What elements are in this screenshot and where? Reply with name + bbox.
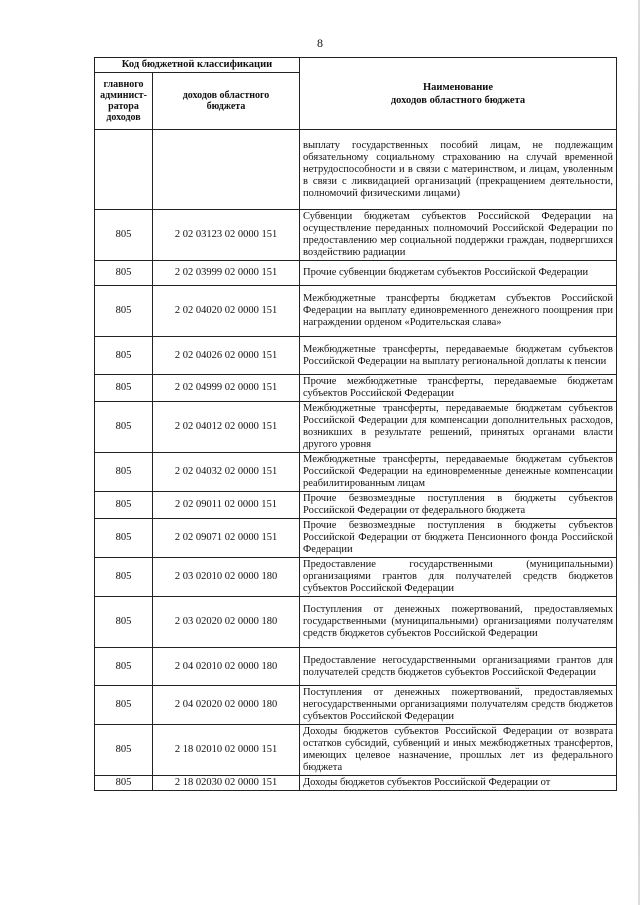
table-row: [95, 261, 617, 286]
table-row: [95, 402, 617, 453]
table-row: [95, 130, 617, 210]
revenue-code-cell: 2 02 04032 02 0000 151: [153, 453, 300, 492]
budget-classification-table: [94, 57, 617, 791]
revenue-code-cell: 2 04 02020 02 0000 180: [153, 686, 300, 725]
table-row: [95, 453, 617, 492]
admin-code-cell: 805: [95, 597, 153, 648]
header-revenue-name: [300, 58, 617, 130]
table-row: [95, 776, 617, 791]
revenue-code-cell: 2 02 04999 02 0000 151: [153, 375, 300, 402]
table-row: [95, 492, 617, 519]
revenue-name-cell: Предоставление негосударственными организациями грантов для получателей средств бюджетов субъектов Российской Федерации: [300, 648, 617, 686]
header-chief-administrator: [95, 73, 153, 130]
admin-code-cell: 805: [95, 375, 153, 402]
table-row: [95, 286, 617, 337]
revenue-code-cell: 2 02 04012 02 0000 151: [153, 402, 300, 453]
table-row: [95, 725, 617, 776]
table-row: [95, 558, 617, 597]
header-budget-classification-code: Код бюджетной классификации: [95, 58, 300, 73]
admin-code-cell: 805: [95, 558, 153, 597]
revenue-name-cell: Межбюджетные трансферты бюджетам субъектов Российской Федерации на выплату единовременного денежного поощрения при награждении орденом «Родительская слава»: [300, 286, 617, 337]
revenue-code-cell: 2 03 02020 02 0000 180: [153, 597, 300, 648]
admin-code-cell: 805: [95, 402, 153, 453]
revenue-code-cell: 2 02 09071 02 0000 151: [153, 519, 300, 558]
admin-code-cell: 805: [95, 725, 153, 776]
revenue-name-cell: выплату государственных пособий лицам, не подлежащим обязательному социальному страхованию на случай временной нетрудоспособности и в связи с материнством, и лицам, уволенным в связи с ликвидацией организаций (прекращением деятельности, полномочий физическими лицами): [300, 130, 617, 210]
admin-code-cell: 805: [95, 686, 153, 725]
revenue-name-cell: Межбюджетные трансферты, передаваемые бюджетам субъектов Российской Федерации для компенсации дополнительных расходов, возникших в результате решений, принятых органами власти другого уровня: [300, 402, 617, 453]
table-row: [95, 686, 617, 725]
revenue-name-cell: Межбюджетные трансферты, передаваемые бюджетам субъектов Российской Федерации на единовременные денежные компенсации реабилитированным лицам: [300, 453, 617, 492]
revenue-name-cell: Доходы бюджетов субъектов Российской Федерации от возврата остатков субсидий, субвенций и иных межбюджетных трансфертов, имеющих целевое назначение, прошлых лет из федерального бюджета: [300, 725, 617, 776]
header-regional-revenue-code: [153, 73, 300, 130]
revenue-name-cell: Доходы бюджетов субъектов Российской Федерации от: [300, 776, 617, 791]
revenue-code-cell: 2 02 03999 02 0000 151: [153, 261, 300, 286]
revenue-name-cell: Прочие безвозмездные поступления в бюджеты субъектов Российской Федерации от бюджета Пенсионного фонда Российской Федерации: [300, 519, 617, 558]
revenue-name-cell: Прочие субвенции бюджетам субъектов Российской Федерации: [300, 261, 617, 286]
revenue-code-cell: 2 02 04020 02 0000 151: [153, 286, 300, 337]
table-row: [95, 210, 617, 261]
admin-code-cell: 805: [95, 210, 153, 261]
revenue-code-cell: 2 04 02010 02 0000 180: [153, 648, 300, 686]
page-number: 8: [317, 36, 323, 50]
revenue-code-cell: 2 18 02030 02 0000 151: [153, 776, 300, 791]
revenue-name-cell: Прочие межбюджетные трансферты, передаваемые бюджетам субъектов Российской Федерации: [300, 375, 617, 402]
revenue-code-cell: 2 02 09011 02 0000 151: [153, 492, 300, 519]
table-row: [95, 375, 617, 402]
admin-code-cell: 805: [95, 261, 153, 286]
admin-code-cell: 805: [95, 648, 153, 686]
admin-code-cell: 805: [95, 337, 153, 375]
table-row: [95, 337, 617, 375]
admin-code-cell: [95, 130, 153, 210]
table-row: [95, 519, 617, 558]
table-row: [95, 648, 617, 686]
revenue-name-cell: Предоставление государственными (муниципальными) организациями грантов для получателей средств бюджетов субъектов Российской Федерации: [300, 558, 617, 597]
revenue-code-cell: 2 02 04026 02 0000 151: [153, 337, 300, 375]
revenue-name-cell: Поступления от денежных пожертвований, предоставляемых государственными (муниципальными) организациями получателям средств бюджетов субъектов Российской Федерации: [300, 597, 617, 648]
revenue-code-cell: 2 03 02010 02 0000 180: [153, 558, 300, 597]
admin-code-cell: 805: [95, 453, 153, 492]
revenue-name-cell: Поступления от денежных пожертвований, предоставляемых негосударственными организациями получателям средств бюджетов субъектов Российской Федерации: [300, 686, 617, 725]
header-revenue-name-text: Наименование доходов областного бюджета: [390, 81, 526, 106]
admin-code-cell: 805: [95, 492, 153, 519]
table-row: [95, 597, 617, 648]
revenue-name-cell: Межбюджетные трансферты, передаваемые бюджетам субъектов Российской Федерации на выплату региональной доплаты к пенсии: [300, 337, 617, 375]
revenue-name-cell: Субвенции бюджетам субъектов Российской Федерации на осуществление переданных полномочий Российской Федерации по предоставлению мер социальной поддержки граждан, подвергшихся воздействию радиации: [300, 210, 617, 261]
header-regional-revenue-code-text: доходов областного бюджета: [182, 90, 270, 112]
table-body: [95, 130, 617, 791]
revenue-code-cell: [153, 130, 300, 210]
admin-code-cell: 805: [95, 286, 153, 337]
revenue-code-cell: 2 18 02010 02 0000 151: [153, 725, 300, 776]
admin-code-cell: 805: [95, 519, 153, 558]
admin-code-cell: 805: [95, 776, 153, 791]
header-chief-administrator-text: главного админист- ратора доходов: [100, 79, 147, 123]
revenue-code-cell: 2 02 03123 02 0000 151: [153, 210, 300, 261]
revenue-name-cell: Прочие безвозмездные поступления в бюджеты субъектов Российской Федерации от федерального бюджета: [300, 492, 617, 519]
